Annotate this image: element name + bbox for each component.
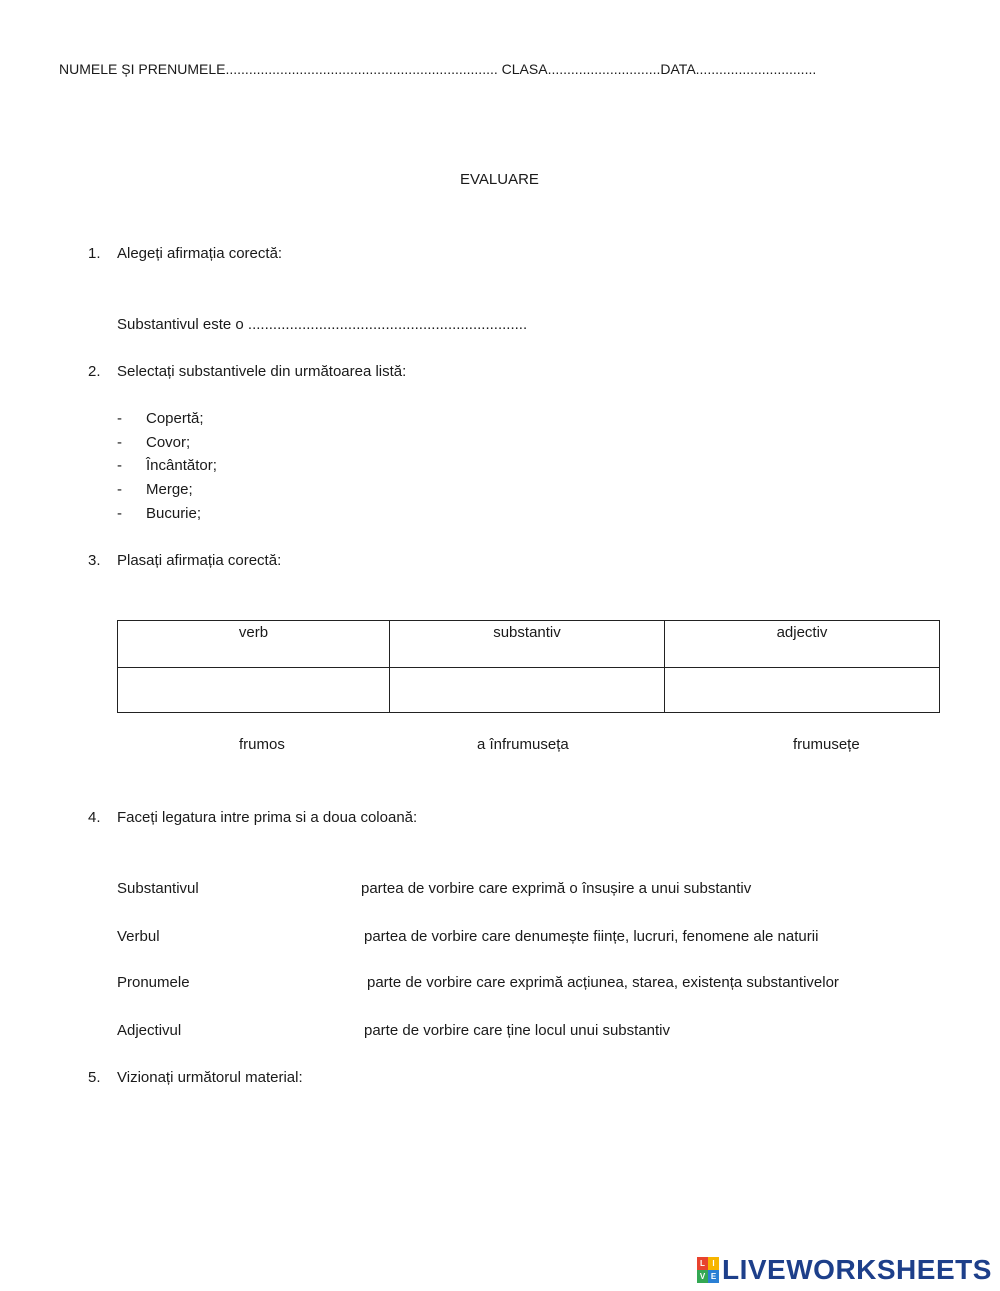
student-info-line (59, 61, 816, 77)
drop-zone-adjectiv[interactable] (665, 668, 940, 713)
draggable-word-a-infrumuseta[interactable]: a înfrumuseța (477, 736, 569, 753)
match-right-insusire[interactable]: partea de vorbire care exprimă o însușire a unui substantiv (361, 880, 752, 897)
list-item-dash: - (117, 434, 122, 451)
q1-number: 1. (88, 245, 101, 262)
class-label: CLASA (501, 61, 548, 77)
column-header-verb: verb (118, 621, 390, 668)
match-right-denumeste[interactable]: partea de vorbire care denumește ființe, lucruri, fenomene ale naturii (364, 928, 819, 945)
list-item-covor[interactable]: Covor; (146, 434, 191, 451)
list-item-bucurie[interactable]: Bucurie; (146, 505, 202, 522)
name-label: NUMELE ȘI PRENUMELE (59, 61, 226, 77)
table-header-row (118, 621, 940, 668)
q3-number: 3. (88, 552, 101, 569)
q2-number: 2. (88, 363, 101, 380)
logo-mark-letter: L (697, 1257, 708, 1270)
column-header-adjectiv: adjectiv (665, 621, 940, 668)
list-item-dash: - (117, 481, 122, 498)
logo-text: LIVEWORKSHEETS (722, 1254, 992, 1285)
page-title: EVALUARE (460, 171, 539, 188)
match-left-substantivul[interactable]: Substantivul (117, 880, 199, 897)
logo-mark-letter: I (708, 1257, 719, 1270)
list-item-dash: - (117, 410, 122, 427)
category-table (117, 620, 940, 713)
match-left-verbul[interactable]: Verbul (117, 928, 160, 945)
liveworksheets-logo (697, 1255, 992, 1285)
q2-text: Selectați substantivele din următoarea listă: (117, 363, 407, 380)
logo-mark-letter: V (697, 1270, 708, 1283)
list-item-coperta[interactable]: Copertă; (146, 410, 204, 427)
draggable-word-frumusete[interactable]: frumusețe (793, 736, 860, 753)
q3-text: Plasați afirmația corectă: (117, 552, 282, 569)
q1-sentence-blank[interactable]: Substantivul este o ................................................................... (117, 316, 528, 333)
list-item-incantator[interactable]: Încântător; (146, 457, 217, 474)
date-field[interactable]: ............................... (695, 61, 817, 77)
match-left-adjectivul[interactable]: Adjectivul (117, 1022, 182, 1039)
q4-text: Faceți legatura intre prima si a doua coloană: (117, 809, 418, 826)
q1-text: Alegeți afirmația corectă: (117, 245, 283, 262)
list-item-merge[interactable]: Merge; (146, 481, 193, 498)
date-label: DATA (660, 61, 696, 77)
drop-zone-substantiv[interactable] (390, 668, 665, 713)
table-drop-row (118, 668, 940, 713)
logo-mark-letter: E (708, 1270, 719, 1283)
match-right-actiunea[interactable]: parte de vorbire care exprimă acțiunea, starea, existența substantivelor (367, 974, 839, 991)
list-item-dash: - (117, 505, 122, 522)
q4-number: 4. (88, 809, 101, 826)
q5-number: 5. (88, 1069, 101, 1086)
match-right-tine-locul[interactable]: parte de vorbire care ține locul unui substantiv (364, 1022, 671, 1039)
drop-zone-verb[interactable] (118, 668, 390, 713)
class-field[interactable]: ............................. (547, 61, 661, 77)
column-header-substantiv: substantiv (390, 621, 665, 668)
name-field[interactable]: ...................................................................... (225, 61, 498, 77)
match-left-pronumele[interactable]: Pronumele (117, 974, 190, 991)
logo-mark-icon (697, 1257, 719, 1283)
draggable-word-frumos[interactable]: frumos (239, 736, 285, 753)
q5-text: Vizionați următorul material: (117, 1069, 303, 1086)
list-item-dash: - (117, 457, 122, 474)
